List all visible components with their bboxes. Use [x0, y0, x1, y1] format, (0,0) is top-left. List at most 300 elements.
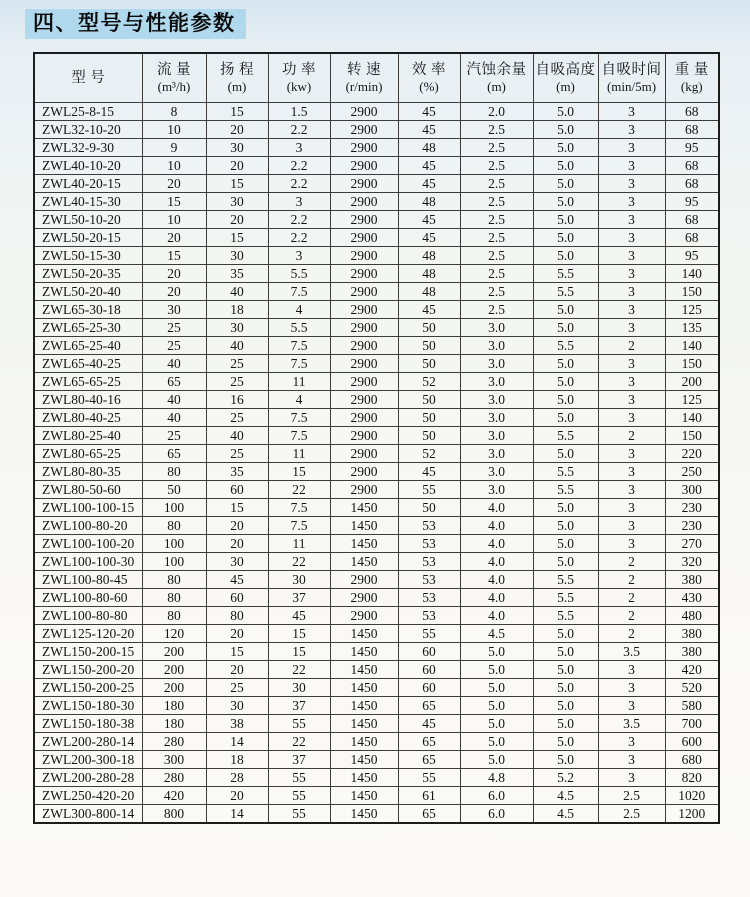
cell-value: 30	[142, 301, 206, 319]
cell-model: ZWL80-40-25	[34, 409, 142, 427]
cell-value: 20	[206, 535, 268, 553]
cell-value: 3	[598, 733, 665, 751]
cell-model: ZWL50-20-35	[34, 265, 142, 283]
column-header-name: 扬 程	[219, 62, 255, 79]
cell-value: 5.0	[460, 661, 533, 679]
cell-value: 2900	[330, 607, 398, 625]
cell-value: 2.5	[460, 301, 533, 319]
cell-value: 22	[268, 733, 330, 751]
cell-value: 6.0	[460, 805, 533, 824]
column-header-name: 自吸时间	[601, 62, 662, 79]
column-header	[142, 53, 206, 103]
cell-value: 2900	[330, 139, 398, 157]
cell-value: 230	[665, 499, 719, 517]
cell-value: 25	[142, 427, 206, 445]
cell-value: 68	[665, 103, 719, 121]
cell-model: ZWL100-100-30	[34, 553, 142, 571]
cell-value: 5.0	[533, 391, 598, 409]
cell-value: 5.0	[533, 679, 598, 697]
cell-value: 2.5	[460, 157, 533, 175]
cell-value: 60	[206, 589, 268, 607]
cell-model: ZWL150-200-20	[34, 661, 142, 679]
cell-value: 5.0	[533, 157, 598, 175]
cell-value: 3	[598, 103, 665, 121]
cell-value: 5.0	[533, 535, 598, 553]
cell-value: 125	[665, 301, 719, 319]
cell-value: 180	[142, 697, 206, 715]
cell-value: 2900	[330, 283, 398, 301]
cell-value: 20	[142, 229, 206, 247]
cell-value: 5.0	[533, 409, 598, 427]
cell-value: 37	[268, 697, 330, 715]
cell-value: 100	[142, 553, 206, 571]
cell-model: ZWL300-800-14	[34, 805, 142, 824]
cell-value: 45	[398, 175, 460, 193]
cell-value: 1450	[330, 499, 398, 517]
cell-value: 55	[268, 805, 330, 824]
cell-value: 45	[398, 463, 460, 481]
cell-value: 5.0	[460, 715, 533, 733]
cell-value: 1450	[330, 715, 398, 733]
cell-value: 2.2	[268, 229, 330, 247]
cell-value: 520	[665, 679, 719, 697]
cell-model: ZWL32-9-30	[34, 139, 142, 157]
cell-value: 25	[206, 679, 268, 697]
column-header-unit: (m)	[227, 78, 247, 94]
cell-model: ZWL100-100-15	[34, 499, 142, 517]
cell-value: 30	[206, 697, 268, 715]
table-row	[34, 283, 719, 301]
cell-value: 5.0	[533, 643, 598, 661]
table-row	[34, 427, 719, 445]
column-header-name: 型 号	[71, 69, 106, 86]
cell-value: 2.5	[460, 211, 533, 229]
column-header	[665, 53, 719, 103]
table-row	[34, 373, 719, 391]
cell-value: 430	[665, 589, 719, 607]
cell-value: 40	[142, 391, 206, 409]
cell-model: ZWL65-40-25	[34, 355, 142, 373]
cell-value: 2900	[330, 229, 398, 247]
cell-value: 53	[398, 589, 460, 607]
table-body	[34, 103, 719, 824]
table-row	[34, 301, 719, 319]
cell-value: 4.0	[460, 571, 533, 589]
cell-value: 480	[665, 607, 719, 625]
cell-value: 1450	[330, 805, 398, 824]
column-header	[268, 53, 330, 103]
cell-value: 25	[142, 319, 206, 337]
cell-value: 2900	[330, 301, 398, 319]
cell-value: 35	[206, 463, 268, 481]
table-row	[34, 193, 719, 211]
column-header	[460, 53, 533, 103]
cell-model: ZWL200-280-14	[34, 733, 142, 751]
cell-value: 45	[206, 571, 268, 589]
cell-value: 5.0	[533, 733, 598, 751]
cell-model: ZWL100-80-60	[34, 589, 142, 607]
cell-value: 5.0	[533, 517, 598, 535]
cell-value: 2.5	[598, 787, 665, 805]
cell-value: 14	[206, 805, 268, 824]
cell-model: ZWL200-280-28	[34, 769, 142, 787]
cell-value: 53	[398, 535, 460, 553]
cell-value: 45	[268, 607, 330, 625]
cell-value: 30	[206, 553, 268, 571]
cell-value: 40	[206, 283, 268, 301]
cell-value: 200	[142, 643, 206, 661]
cell-value: 95	[665, 247, 719, 265]
cell-value: 2900	[330, 445, 398, 463]
cell-value: 35	[206, 265, 268, 283]
cell-value: 2900	[330, 193, 398, 211]
cell-value: 48	[398, 283, 460, 301]
cell-value: 11	[268, 373, 330, 391]
cell-value: 8	[142, 103, 206, 121]
cell-value: 7.5	[268, 337, 330, 355]
cell-value: 1450	[330, 733, 398, 751]
table-row	[34, 265, 719, 283]
cell-value: 1450	[330, 679, 398, 697]
cell-value: 3.0	[460, 409, 533, 427]
cell-value: 5.0	[533, 355, 598, 373]
cell-value: 2900	[330, 175, 398, 193]
table-row	[34, 391, 719, 409]
cell-value: 55	[398, 769, 460, 787]
cell-value: 140	[665, 337, 719, 355]
cell-value: 7.5	[268, 283, 330, 301]
cell-model: ZWL65-65-25	[34, 373, 142, 391]
cell-value: 2900	[330, 355, 398, 373]
cell-value: 60	[398, 661, 460, 679]
cell-value: 55	[398, 481, 460, 499]
cell-value: 25	[206, 409, 268, 427]
column-header-name: 流 量	[156, 62, 192, 79]
table-row	[34, 463, 719, 481]
cell-value: 4.0	[460, 553, 533, 571]
cell-value: 15	[268, 625, 330, 643]
cell-value: 3	[268, 193, 330, 211]
cell-value: 3.0	[460, 481, 533, 499]
cell-value: 280	[142, 769, 206, 787]
cell-model: ZWL40-20-15	[34, 175, 142, 193]
cell-value: 50	[398, 409, 460, 427]
cell-value: 3	[598, 661, 665, 679]
cell-value: 150	[665, 283, 719, 301]
column-header	[398, 53, 460, 103]
cell-value: 180	[142, 715, 206, 733]
cell-value: 1450	[330, 625, 398, 643]
cell-value: 15	[206, 175, 268, 193]
cell-value: 52	[398, 373, 460, 391]
cell-value: 53	[398, 553, 460, 571]
column-header	[34, 53, 142, 103]
cell-value: 5.2	[533, 769, 598, 787]
cell-value: 65	[142, 445, 206, 463]
cell-value: 40	[142, 409, 206, 427]
cell-model: ZWL50-15-30	[34, 247, 142, 265]
cell-model: ZWL250-420-20	[34, 787, 142, 805]
cell-value: 3	[598, 319, 665, 337]
cell-value: 55	[268, 769, 330, 787]
cell-value: 40	[206, 427, 268, 445]
cell-value: 45	[398, 157, 460, 175]
cell-value: 50	[398, 391, 460, 409]
cell-value: 3	[268, 247, 330, 265]
cell-model: ZWL65-25-40	[34, 337, 142, 355]
cell-value: 80	[142, 589, 206, 607]
cell-value: 5.0	[533, 373, 598, 391]
cell-value: 5.0	[533, 121, 598, 139]
cell-value: 48	[398, 265, 460, 283]
cell-model: ZWL150-180-30	[34, 697, 142, 715]
cell-value: 5.5	[533, 427, 598, 445]
cell-value: 7.5	[268, 517, 330, 535]
cell-value: 680	[665, 751, 719, 769]
cell-value: 60	[398, 679, 460, 697]
cell-value: 2	[598, 337, 665, 355]
cell-value: 125	[665, 391, 719, 409]
cell-value: 300	[665, 481, 719, 499]
cell-value: 380	[665, 643, 719, 661]
cell-value: 50	[398, 427, 460, 445]
cell-value: 3	[598, 463, 665, 481]
table-row	[34, 229, 719, 247]
cell-value: 1200	[665, 805, 719, 824]
cell-value: 3	[598, 751, 665, 769]
cell-value: 48	[398, 247, 460, 265]
cell-value: 48	[398, 139, 460, 157]
cell-value: 700	[665, 715, 719, 733]
cell-value: 20	[142, 283, 206, 301]
cell-model: ZWL40-10-20	[34, 157, 142, 175]
table-row	[34, 607, 719, 625]
cell-value: 600	[665, 733, 719, 751]
column-header-unit: (m³/h)	[157, 78, 191, 94]
cell-value: 3	[598, 193, 665, 211]
cell-value: 5.0	[533, 229, 598, 247]
cell-value: 2.5	[460, 193, 533, 211]
cell-value: 2.2	[268, 121, 330, 139]
cell-value: 5.0	[460, 643, 533, 661]
column-header	[330, 53, 398, 103]
cell-value: 22	[268, 661, 330, 679]
column-header-unit: (min/5m)	[606, 78, 657, 94]
cell-value: 37	[268, 751, 330, 769]
cell-value: 1020	[665, 787, 719, 805]
table-row	[34, 499, 719, 517]
cell-value: 15	[268, 463, 330, 481]
column-header-unit: (r/min)	[345, 78, 383, 94]
cell-value: 2900	[330, 409, 398, 427]
cell-value: 380	[665, 571, 719, 589]
column-header	[533, 53, 598, 103]
cell-value: 80	[142, 463, 206, 481]
cell-model: ZWL65-30-18	[34, 301, 142, 319]
cell-value: 140	[665, 409, 719, 427]
cell-value: 5.0	[533, 553, 598, 571]
cell-value: 53	[398, 607, 460, 625]
column-header-name: 效 率	[411, 62, 447, 79]
cell-value: 5.0	[533, 211, 598, 229]
cell-value: 2.5	[460, 139, 533, 157]
table-row	[34, 769, 719, 787]
cell-value: 5.0	[533, 751, 598, 769]
cell-value: 55	[398, 625, 460, 643]
table-row	[34, 625, 719, 643]
cell-value: 65	[398, 733, 460, 751]
cell-value: 4.8	[460, 769, 533, 787]
cell-value: 30	[268, 571, 330, 589]
cell-value: 5.0	[460, 679, 533, 697]
column-header	[206, 53, 268, 103]
cell-value: 3	[598, 247, 665, 265]
cell-value: 3	[598, 697, 665, 715]
cell-value: 30	[206, 319, 268, 337]
cell-model: ZWL50-10-20	[34, 211, 142, 229]
column-header-unit: (m)	[556, 78, 575, 94]
cell-value: 2900	[330, 247, 398, 265]
cell-value: 30	[206, 193, 268, 211]
cell-value: 1450	[330, 661, 398, 679]
cell-value: 4.0	[460, 607, 533, 625]
cell-value: 3.0	[460, 373, 533, 391]
cell-value: 3.5	[598, 643, 665, 661]
column-header-name: 重 量	[674, 62, 709, 79]
table-row	[34, 535, 719, 553]
cell-value: 20	[206, 157, 268, 175]
table-row	[34, 319, 719, 337]
cell-value: 2.5	[460, 283, 533, 301]
cell-value: 100	[142, 499, 206, 517]
cell-value: 2900	[330, 427, 398, 445]
cell-value: 37	[268, 589, 330, 607]
cell-value: 5.0	[533, 715, 598, 733]
cell-value: 4.0	[460, 499, 533, 517]
cell-value: 9	[142, 139, 206, 157]
cell-value: 5.0	[533, 193, 598, 211]
cell-value: 5.0	[533, 175, 598, 193]
cell-value: 1450	[330, 751, 398, 769]
cell-value: 380	[665, 625, 719, 643]
cell-value: 20	[206, 625, 268, 643]
performance-table	[33, 52, 720, 824]
cell-value: 580	[665, 697, 719, 715]
cell-model: ZWL80-50-60	[34, 481, 142, 499]
cell-value: 200	[665, 373, 719, 391]
cell-value: 2.5	[460, 175, 533, 193]
cell-value: 45	[398, 121, 460, 139]
cell-model: ZWL150-180-38	[34, 715, 142, 733]
cell-value: 15	[206, 229, 268, 247]
table-row	[34, 661, 719, 679]
cell-value: 200	[142, 679, 206, 697]
cell-value: 1450	[330, 697, 398, 715]
cell-value: 2	[598, 427, 665, 445]
cell-value: 11	[268, 535, 330, 553]
cell-value: 45	[398, 103, 460, 121]
cell-model: ZWL80-80-35	[34, 463, 142, 481]
cell-value: 3.5	[598, 715, 665, 733]
cell-value: 2900	[330, 319, 398, 337]
table-row	[34, 121, 719, 139]
cell-value: 220	[665, 445, 719, 463]
cell-value: 40	[206, 337, 268, 355]
cell-value: 2.2	[268, 157, 330, 175]
cell-value: 4.0	[460, 589, 533, 607]
cell-value: 45	[398, 715, 460, 733]
table-row	[34, 697, 719, 715]
cell-value: 2900	[330, 211, 398, 229]
cell-value: 3.0	[460, 445, 533, 463]
cell-value: 80	[142, 517, 206, 535]
cell-model: ZWL100-100-20	[34, 535, 142, 553]
cell-value: 5.0	[533, 445, 598, 463]
cell-value: 5.0	[533, 661, 598, 679]
cell-value: 3	[598, 229, 665, 247]
cell-value: 50	[398, 355, 460, 373]
cell-value: 2.5	[460, 121, 533, 139]
cell-value: 320	[665, 553, 719, 571]
table-row	[34, 751, 719, 769]
table-row	[34, 103, 719, 121]
cell-value: 800	[142, 805, 206, 824]
cell-value: 3	[598, 769, 665, 787]
cell-value: 420	[665, 661, 719, 679]
cell-value: 30	[206, 139, 268, 157]
cell-value: 80	[206, 607, 268, 625]
cell-value: 3	[598, 679, 665, 697]
cell-value: 3	[598, 535, 665, 553]
cell-value: 2	[598, 571, 665, 589]
cell-value: 3	[268, 139, 330, 157]
cell-value: 22	[268, 553, 330, 571]
cell-value: 4	[268, 301, 330, 319]
cell-value: 3	[598, 175, 665, 193]
cell-value: 3.0	[460, 391, 533, 409]
cell-value: 61	[398, 787, 460, 805]
cell-value: 80	[142, 571, 206, 589]
cell-value: 4.0	[460, 535, 533, 553]
table-row	[34, 733, 719, 751]
page-title: 四、型号与性能参数	[25, 9, 246, 39]
cell-value: 2.0	[460, 103, 533, 121]
cell-value: 45	[398, 211, 460, 229]
cell-value: 20	[206, 787, 268, 805]
cell-value: 45	[398, 301, 460, 319]
cell-value: 15	[206, 499, 268, 517]
column-header-unit: (%)	[419, 78, 439, 94]
cell-value: 2	[598, 589, 665, 607]
column-header	[598, 53, 665, 103]
cell-value: 7.5	[268, 355, 330, 373]
cell-value: 3	[598, 409, 665, 427]
cell-value: 5.0	[460, 751, 533, 769]
cell-value: 53	[398, 517, 460, 535]
cell-value: 3	[598, 139, 665, 157]
cell-value: 2	[598, 553, 665, 571]
cell-value: 3	[598, 265, 665, 283]
cell-value: 820	[665, 769, 719, 787]
cell-value: 25	[206, 445, 268, 463]
cell-value: 420	[142, 787, 206, 805]
cell-value: 1450	[330, 769, 398, 787]
table-row	[34, 679, 719, 697]
cell-value: 2900	[330, 337, 398, 355]
cell-value: 7.5	[268, 427, 330, 445]
cell-model: ZWL150-200-25	[34, 679, 142, 697]
cell-model: ZWL25-8-15	[34, 103, 142, 121]
